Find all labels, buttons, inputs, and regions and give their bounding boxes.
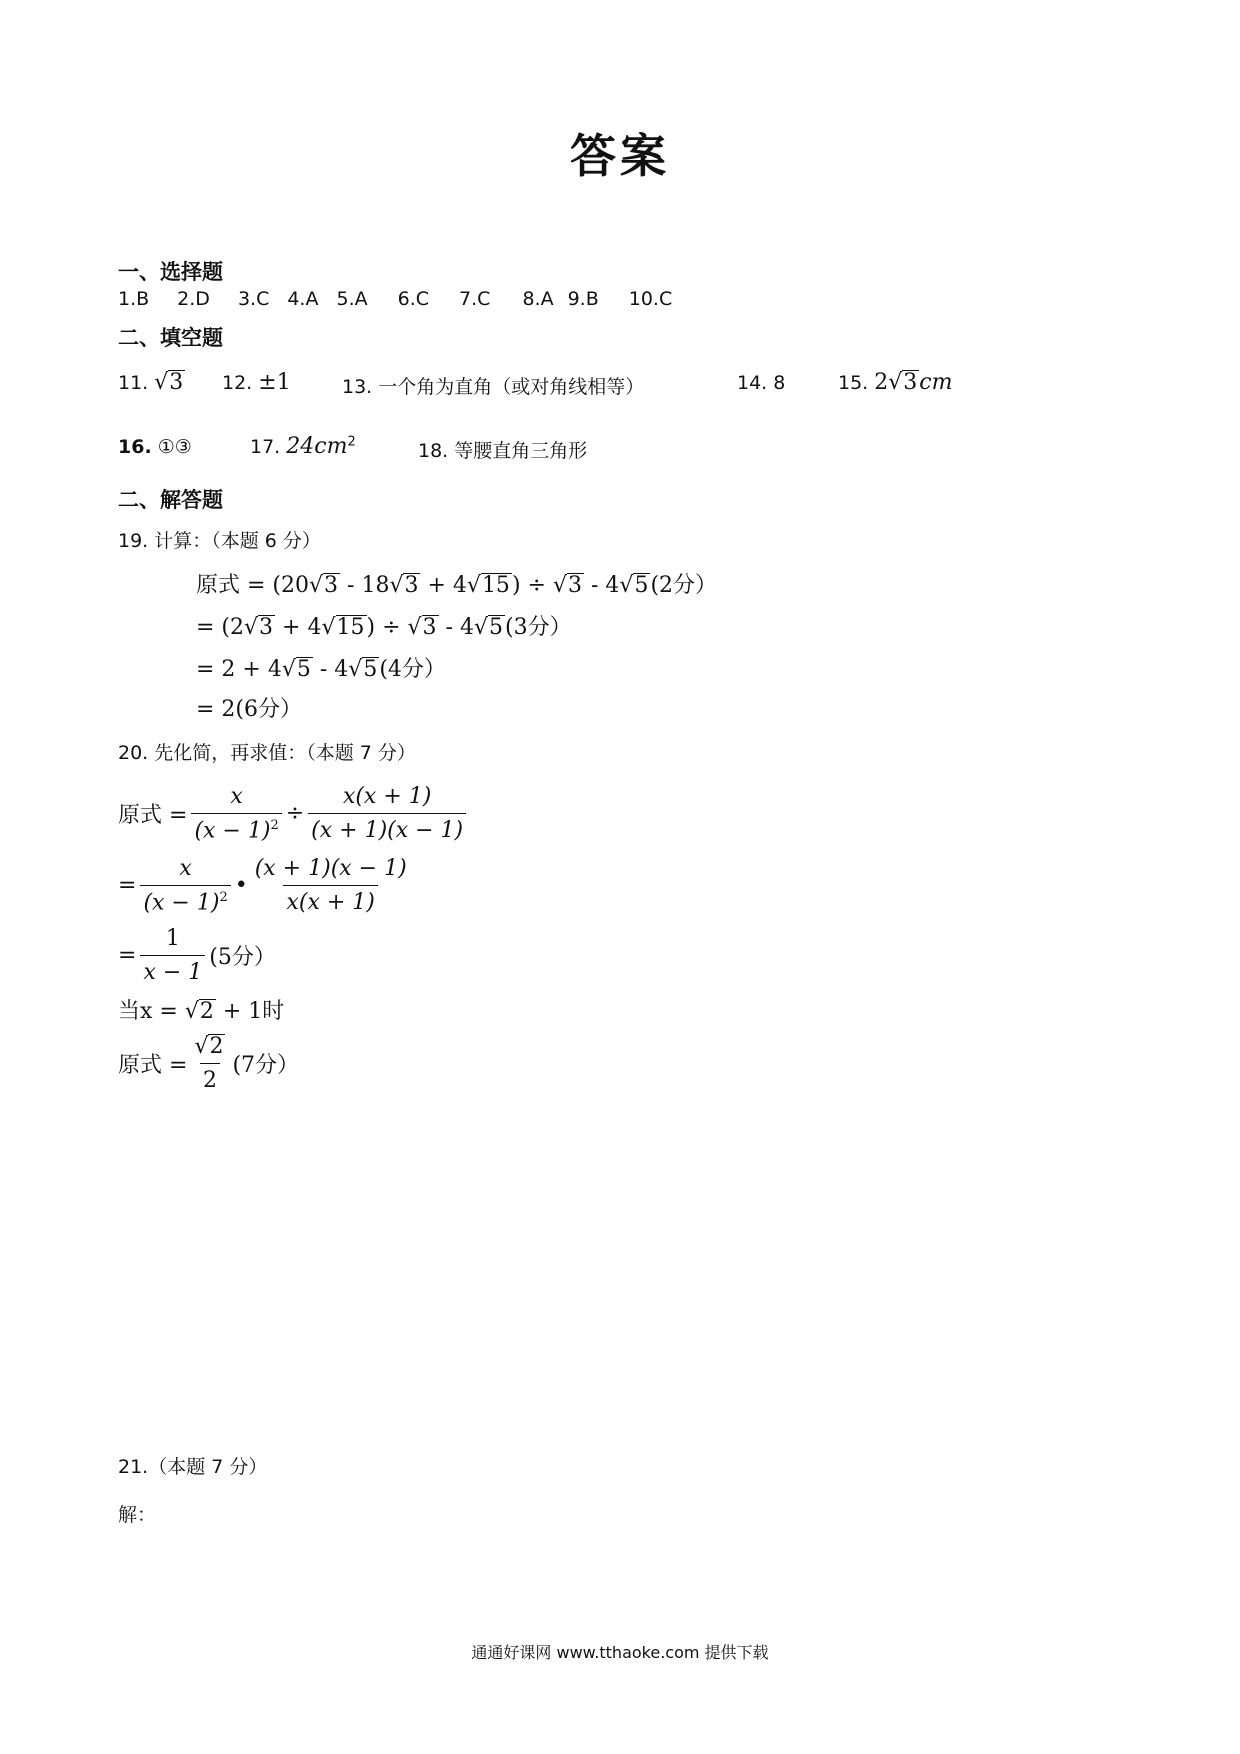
footer-credit: 通通好课网 www.tthaoke.com 提供下载 [471, 1643, 769, 1662]
q20-line-4: 当x = √2 + 1时 [118, 999, 285, 1024]
choice-answer: 5.A [336, 288, 368, 310]
choice-answer: 2.D [177, 288, 210, 310]
fill-q18: 18. 等腰直角三角形 [418, 440, 588, 462]
q20-line-2: = $\frac{x}{(x - 1)^2}$ • $\frac{(x + 1)(x - 1)}{x(x + 1)}$ [118, 856, 407, 916]
choice-answer: 4.A [287, 288, 319, 310]
q20-heading: 20. 先化简，再求值：（本题 7 分） [118, 742, 416, 764]
q19-line-1: 原式 = (20√3 - 18√3 + 4√15) ÷ √3 - 4√5(2分） [196, 573, 718, 598]
q21-heading: 21.（本题 7 分） [118, 1456, 268, 1478]
fill-q13: 13. 一个角为直角（或对角线相等） [342, 376, 645, 398]
section-choice-heading: 一、选择题 [118, 260, 223, 284]
fill-q17: 17. $24cm^2$ [250, 434, 356, 459]
q19-line-3: = 2 + 4√5 - 4√5(4分） [196, 657, 446, 682]
page-title: 答案 [570, 129, 670, 183]
q20-line-3: = $\frac{1}{x - 1}$ (5分） [118, 926, 276, 985]
fill-q12: 12. ±1 [222, 370, 291, 395]
choice-answer: 7.C [459, 288, 491, 310]
section-solution-heading: 二、解答题 [118, 488, 223, 512]
choice-answer: 1.B [118, 288, 150, 310]
q19-heading: 19. 计算：（本题 6 分） [118, 530, 321, 552]
q20-line-1: 原式 = $\frac{x}{(x - 1)^2}$ ÷ $\frac{x(x + 1)}{(x + 1)(x - 1)}$ [118, 784, 470, 843]
choice-answers [118, 288, 672, 310]
choice-answer: 9.B [567, 288, 599, 310]
fill-q14: 14. 8 [737, 372, 786, 394]
q20-line-5: 原式 = $\frac{√2}{2}$ (7分） [118, 1034, 300, 1094]
q19-line-4: = 2(6分） [196, 697, 303, 722]
fill-q15: 15. 2√3cm [838, 370, 953, 395]
choice-answer: 10.C [628, 288, 673, 310]
section-fill-heading: 二、填空题 [118, 326, 223, 350]
fill-q16: 16. ①③ [118, 436, 192, 458]
choice-answer: 3.C [237, 288, 270, 310]
q19-line-2: = (2√3 + 4√15) ÷ √3 - 4√5(3分） [196, 615, 572, 640]
choice-answer: 8.A [522, 288, 554, 310]
choice-answer: 6.C [397, 288, 430, 310]
q21-solution-label: 解： [118, 1504, 157, 1526]
fill-row-1: 11. √3 [118, 370, 184, 395]
